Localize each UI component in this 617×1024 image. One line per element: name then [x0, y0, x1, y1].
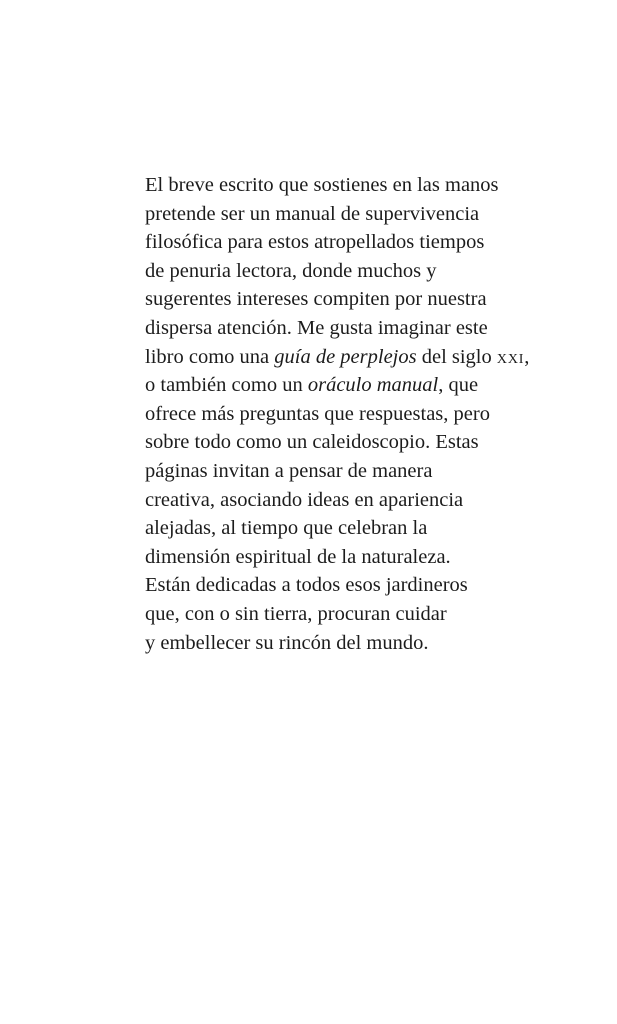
- line-text: creativa, asociando ideas en apariencia: [145, 488, 464, 511]
- line-text: alejadas, al tiempo que celebran la: [145, 517, 428, 540]
- text-line: [145, 371, 585, 400]
- text-line: [145, 171, 585, 200]
- text-line: [145, 428, 585, 457]
- century-numeral: xxi: [496, 345, 525, 368]
- line-text: del siglo: [416, 345, 497, 368]
- line-text: páginas invitan a pensar de manera: [145, 459, 433, 482]
- line-text: sobre todo como un caleidoscopio. Estas: [145, 431, 479, 454]
- text-line: [145, 629, 585, 658]
- line-text: , que: [438, 374, 479, 397]
- line-text: ofrece más preguntas que respuestas, pero: [145, 402, 490, 425]
- line-text: de penuria lectora, donde muchos y: [145, 259, 437, 282]
- italic-title-guia-de-perplejos: guía de perplejos: [274, 345, 417, 368]
- text-line: [145, 343, 585, 372]
- line-text: y embellecer su rincón del mundo.: [145, 631, 429, 654]
- text-line: [145, 314, 585, 343]
- italic-title-oraculo-manual: oráculo manual: [307, 374, 439, 397]
- text-line: [145, 457, 585, 486]
- text-line: [145, 257, 585, 286]
- text-line: [145, 600, 585, 629]
- text-line: [145, 285, 585, 314]
- text-line: [145, 543, 585, 572]
- text-line: [145, 400, 585, 429]
- text-line: [145, 571, 585, 600]
- body-paragraph: [145, 171, 585, 657]
- line-text: o también como un: [145, 374, 308, 397]
- line-text: ,: [524, 345, 530, 368]
- line-text: filosófica para estos atropellados tiempos: [145, 231, 485, 254]
- line-text: Están dedicadas a todos esos jardineros: [145, 574, 468, 597]
- text-line: [145, 200, 585, 229]
- line-text: que, con o sin tierra, procuran cuidar: [145, 602, 447, 625]
- text-line: [145, 514, 585, 543]
- text-line: [145, 228, 585, 257]
- line-text: dispersa atención. Me gusta imaginar este: [145, 316, 488, 339]
- line-text: pretende ser un manual de supervivencia: [145, 202, 480, 225]
- line-text: sugerentes intereses compiten por nuestra: [145, 288, 487, 311]
- text-line: [145, 486, 585, 515]
- line-text: dimensión espiritual de la naturaleza.: [145, 545, 451, 568]
- line-text: El breve escrito que sostienes en las manos: [145, 174, 499, 196]
- line-text: libro como una: [145, 345, 275, 368]
